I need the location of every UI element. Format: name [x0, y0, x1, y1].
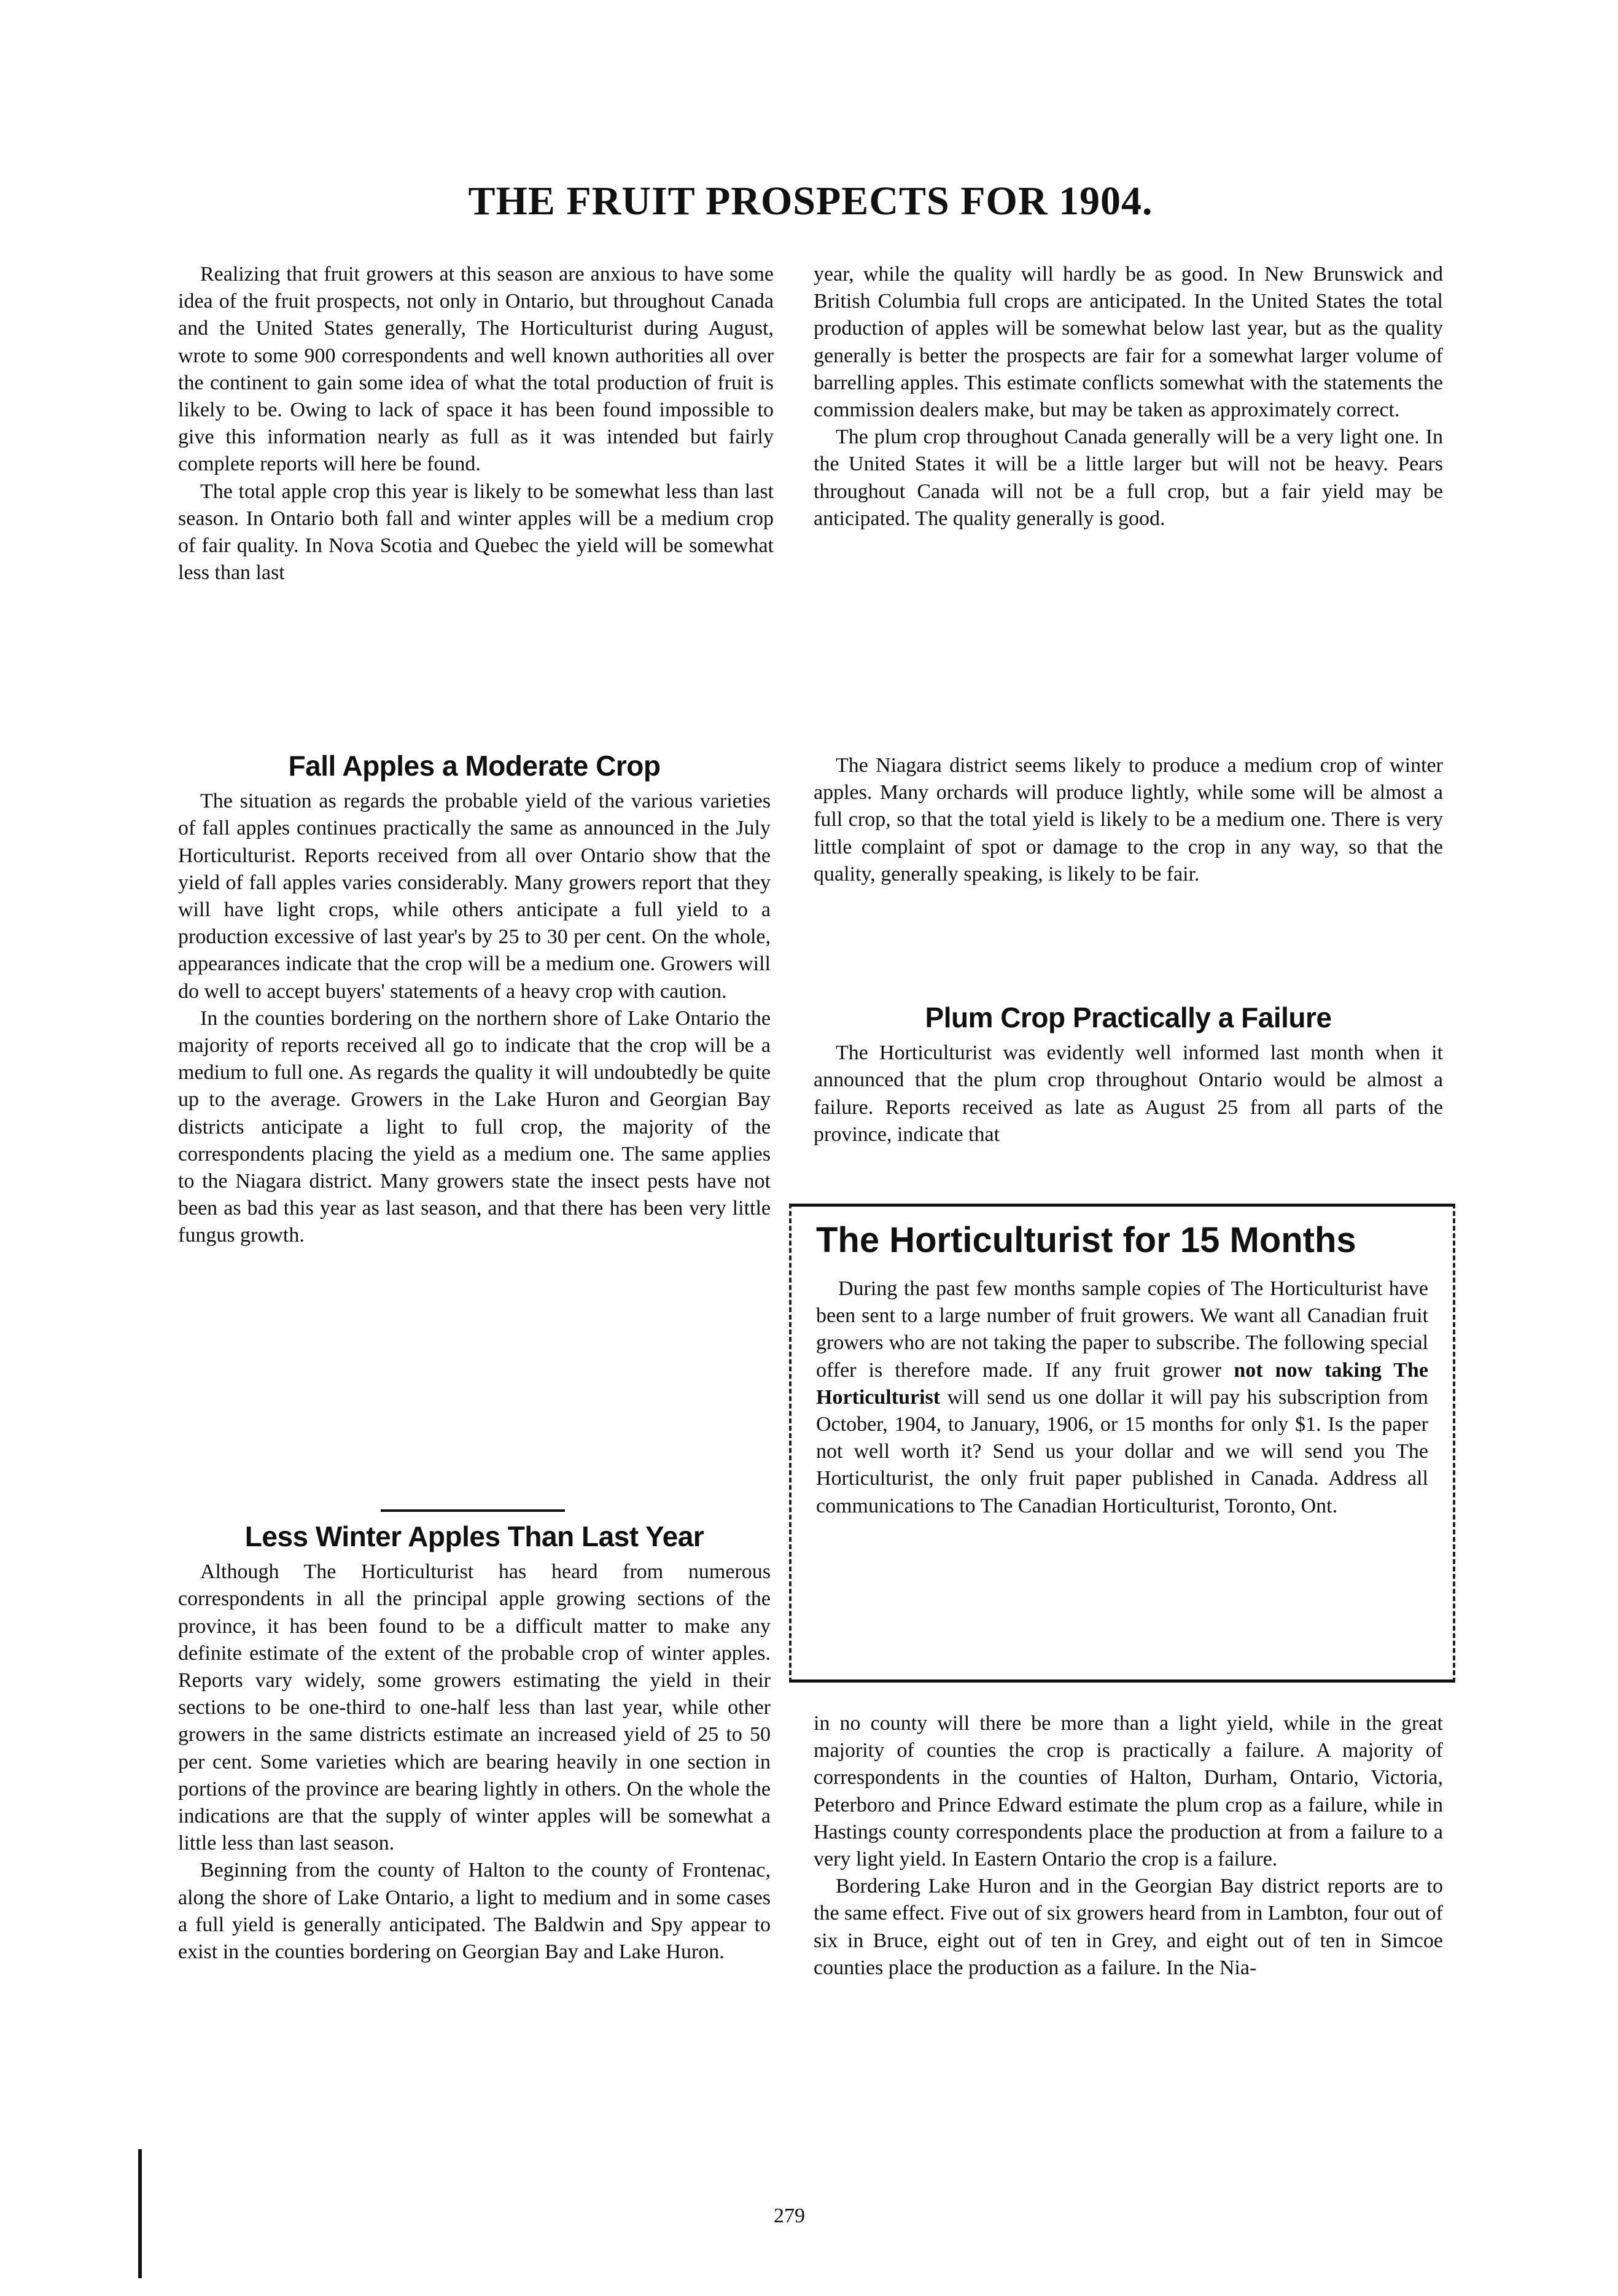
intro-right-column: [814, 261, 1443, 532]
plum-paragraph-3: Bordering Lake Huron and in the Georgian Bay district reports are to the same effect. Five out of six growers heard from in Lambton, four out of six in Bruce, eight out of ten in Grey, and eight out of ten in Simcoe counties place the production as a failure. In the Nia-: [814, 1875, 1443, 1979]
niagara-paragraph: The Niagara district seems likely to produce a medium crop of winter apples. Many orchards will produce lightly, while some will be almost a full crop, so that the total yield is likely to be a medium one. There is very little complaint of spot or damage to the crop in any way, so that the quality, generally speaking, is likely to be fair.: [814, 754, 1443, 885]
intro-left-column: [178, 261, 774, 586]
plum-continued-section: [814, 1710, 1443, 1982]
fall-apples-heading: Fall Apples a Moderate Crop: [288, 750, 661, 782]
fall-apples-paragraph-2: In the counties bordering on the northern shore of Lake Ontario the majority of reports received all go to indicate that the crop will be a medium to full one. As regards the quality it will undoubtedly be quite up to the average. Growers in the Lake Huron and Georgian Bay districts anticipate a light to full crop, the majority of the correspondents placing the yield as a medium one. The same applies to the Niagara district. Many growers state the insect pests have not been as bad this year as last season, and that there has been very little fungus growth.: [178, 1006, 771, 1247]
offer-text-bold: not now taking The Horticulturist: [816, 1358, 1428, 1409]
plum-heading: Plum Crop Practically a Failure: [925, 1002, 1332, 1033]
subscription-offer-box: [789, 1204, 1455, 1683]
winter-apples-heading: Less Winter Apples Than Last Year: [244, 1520, 704, 1552]
plum-section: [814, 1004, 1443, 1148]
fall-apples-section: [178, 752, 771, 1250]
plum-paragraph-1: The Horticulturist was evidently well informed last month when it announced that the plum crop throughout Ontario would be almost a failure. Reports received as late as August 25 from all parts of the province, indicate that: [814, 1041, 1443, 1146]
offer-text-b: will send us one dollar it will pay his subscription from October, 1904, to January, 1906, or 15 months for only $1. Is the paper not well worth it? Send us your dollar and we will send you The Horticulturist, the only fruit paper published in Canada. Address all communications to The Canadian Horticulturist, Toronto, Ont.: [816, 1385, 1428, 1517]
subscription-offer-text: [816, 1275, 1428, 1520]
intro-paragraph-3: year, while the quality will hardly be as good. In New Brunswick and British Columbia full crops are anticipated. In the United States the total production of apples will be somewhat below last year, but as the quality generally is better the prospects are fair for a somewhat larger volume of barrelling apples. This estimate conflicts somewhat with the statements the commission dealers make, but may be taken as approximately correct.: [814, 263, 1443, 422]
offer-text-a: During the past few months sample copies of The Horticulturist have been sent to a large number of fruit growers. We want all Canadian fruit growers who are not taking the paper to subscribe. The following special offer is therefore made. If any fruit grower: [816, 1277, 1428, 1382]
winter-apples-paragraph-1: Although The Horticulturist has heard from numerous correspondents in all the principal apple growing sections of the province, it has been found to be a difficult matter to make any definite estimate of the extent of the probable crop of winter apples. Reports vary widely, some growers estimating the yield in their sections to be one-third to one-half less than last year, while other growers in the same districts estimate an increased yield of 25 to 50 per cent. Some varieties which are bearing heavily in one section in portions of the province are bearing lightly in others. On the whole the indications are that the supply of winter apples will be somewhat a little less than last season.: [178, 1560, 771, 1855]
page-title: THE FRUIT PROSPECTS FOR 1904.: [468, 179, 1153, 224]
fall-apples-paragraph-1: The situation as regards the probable yield of the various varieties of fall apples continues practically the same as announced in the July Horticulturist. Reports received from all over Ontario show that the yield of fall apples varies considerably. Many growers report that they will have light crops, while others anticipate a full yield to a production excessive of last year's by 25 to 30 per cent. On the whole, appearances indicate that the crop will be a medium one. Growers will do well to accept buyers' statements of a heavy crop with caution.: [178, 790, 771, 1003]
winter-apples-paragraph-2: Beginning from the county of Halton to the county of Frontenac, along the shore of Lake Ontario, a light to medium and in some cases a full yield is generally anticipated. The Baldwin and Spy appear to exist in the counties bordering on Georgian Bay and Lake Huron.: [178, 1859, 771, 1964]
page-number: 279: [774, 2205, 805, 2227]
subscription-offer-heading: The Horticulturist for 15 Months: [816, 1220, 1356, 1260]
intro-paragraph-2: The total apple crop this year is likely to be somewhat less than last season. In Ontario both fall and winter apples will be a medium crop of fair quality. In Nova Scotia and Quebec the yield will be somewhat less than last: [178, 480, 774, 585]
margin-rule: [138, 2149, 142, 2278]
intro-paragraph-1: Realizing that fruit growers at this season are anxious to have some idea of the fruit prospects, not only in Ontario, but throughout Canada and the United States generally, The Horticulturist during August, wrote to some 900 correspondents and well known authorities all over the continent to gain some idea of what the total production of fruit is likely to be. Owing to lack of space it has been found impossible to give this information nearly as full as it was intended but fairly complete reports will here be found.: [178, 263, 774, 476]
intro-paragraph-4: The plum crop throughout Canada generally will be a very light one. In the United States it will be a little larger but will not be heavy. Pears throughout Canada will not be a full crop, but a fair yield may be anticipated. The quality generally is good.: [814, 426, 1443, 530]
niagara-section: [814, 752, 1443, 888]
winter-apples-section: [178, 1520, 771, 1966]
plum-paragraph-2: in no county will there be more than a light yield, while in the great majority of counties the crop is practically a failure. A majority of correspondents in the counties of Halton, Durham, Ontario, Victoria, Peterboro and Prince Edward estimate the plum crop as a failure, while in Hastings county correspondents place the production at from a failure to a very light yield. In Eastern Ontario the crop is a failure.: [814, 1712, 1443, 1871]
section-divider: [381, 1509, 565, 1512]
